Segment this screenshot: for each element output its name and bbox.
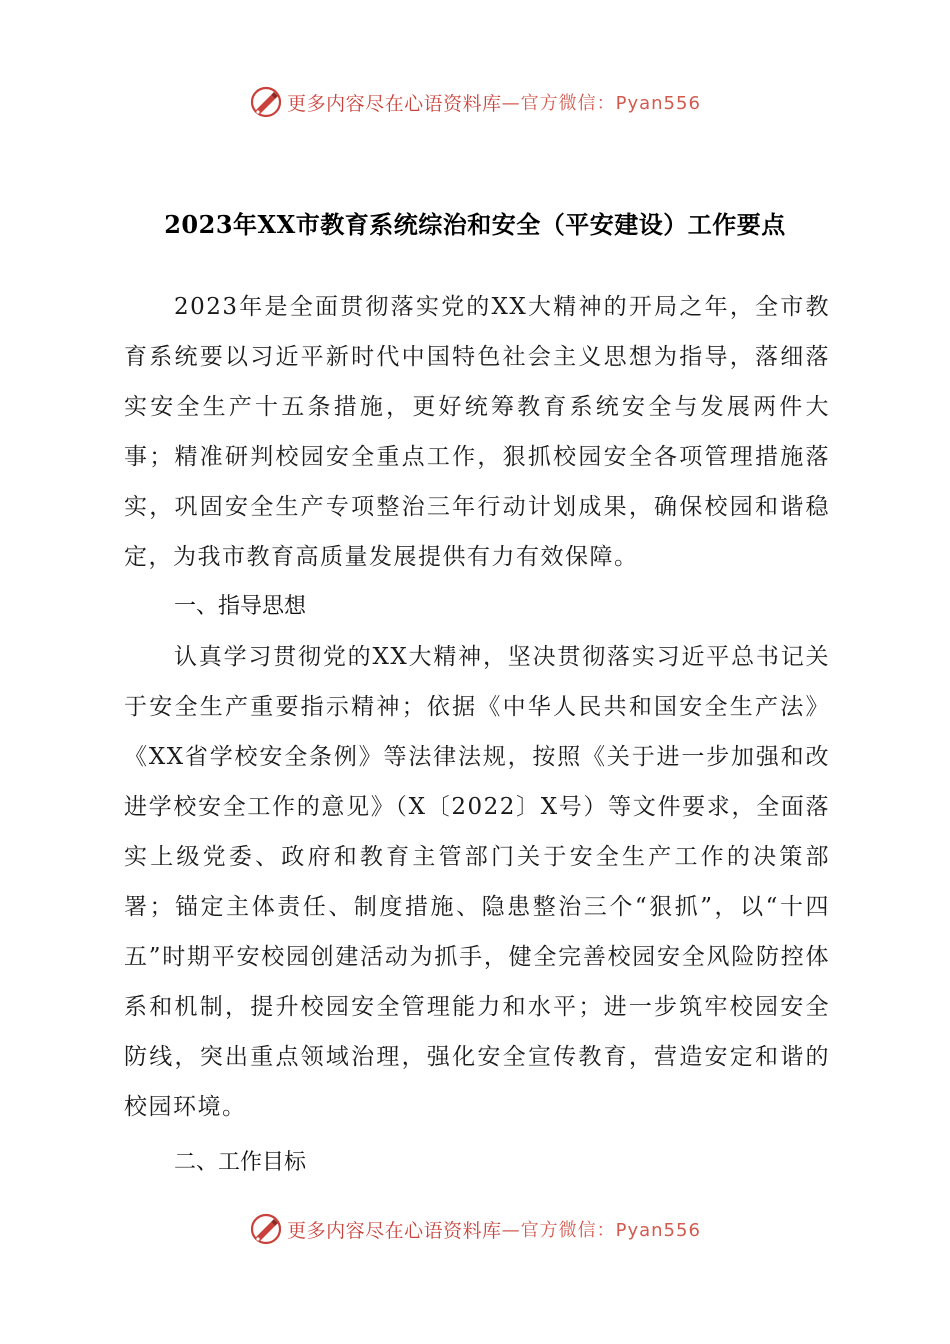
watermark-banner-bottom (0, 1207, 950, 1251)
intro-paragraph: 2023年是全面贯彻落实党的XX大精神的开局之年，全市教育系统要以习近平新时代中国特色社会主义思想为指导，落细落实安全生产十五条措施，更好统筹教育系统安全与发展两件大事；精准研判校园安全重点工作，狠抓校园安全各项管理措施落实，巩固安全生产专项整治三年行动计划成果，确保校园和谐稳定，为我市教育高质量发展提供有力有效保障。 (124, 294, 830, 570)
section-heading-guiding-thought: 一、指导思想 (174, 594, 307, 619)
watermark-text: 更多内容尽在心语资料库 (287, 1219, 502, 1242)
document-body (124, 282, 830, 1188)
section-heading-work-goals: 二、工作目标 (174, 1150, 307, 1175)
watermark-contact: —官方微信：Pyan556 (501, 93, 701, 114)
watermark-text: 更多内容尽在心语资料库 (287, 92, 502, 115)
watermark-contact: —官方微信：Pyan556 (501, 1220, 701, 1241)
watermark-banner-top (0, 80, 950, 124)
guiding-thought-paragraph: 认真学习贯彻党的XX大精神，坚决贯彻落实习近平总书记关于安全生产重要指示精神；依据《中华人民共和国安全生产法》《XX省学校安全条例》等法律法规，按照《关于进一步加强和改进学校安全工作的意见》（X〔2022〕X号）等文件要求，全面落实上级党委、政府和教育主管部门关于安全生产工作的决策部署；锚定主体责任、制度措施、隐患整治三个“狠抓”，以“十四五”时期平安校园创建活动为抓手，健全完善校园安全风险防控体系和机制，提升校园安全管理能力和水平；进一步筑牢校园安全防线，突出重点领域治理，强化安全宣传教育，营造安定和谐的校园环境。 (124, 644, 830, 1120)
document-title: 2023年XX市教育系统综治和安全（平安建设）工作要点 (164, 210, 786, 239)
pen-logo-icon (249, 1212, 283, 1246)
pen-logo-icon (249, 85, 283, 119)
